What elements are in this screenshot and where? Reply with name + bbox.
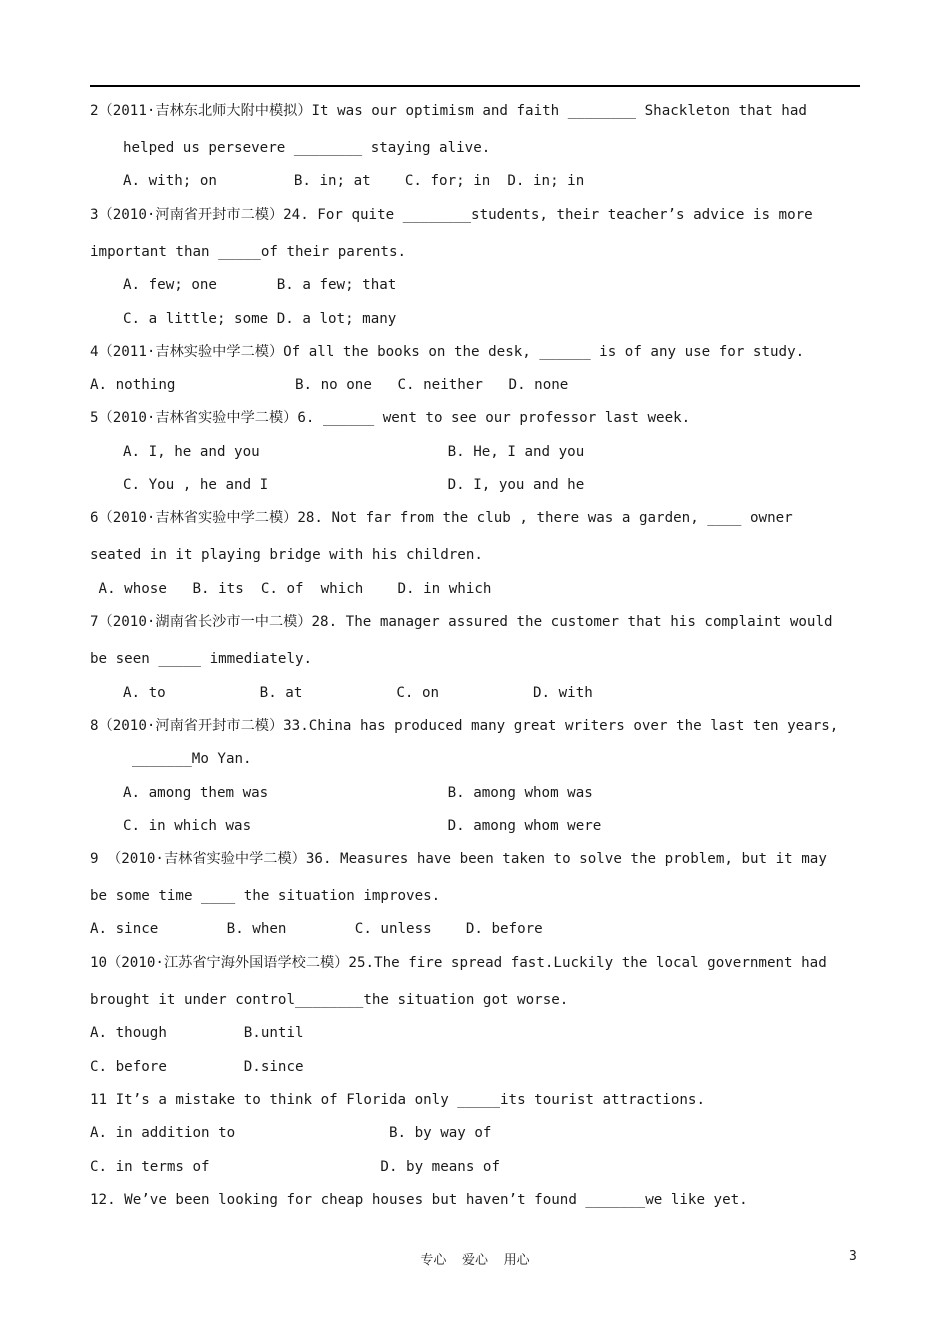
question-12-line-1: 12. We’ve been looking for cheap houses but haven’t found _______we like yet.	[90, 1192, 748, 1208]
question-5-options-2: C. You , he and I D. I, you and he	[123, 477, 585, 493]
header-rule	[90, 85, 860, 87]
question-3-line-1: 3（2010·河南省开封市二模）24. For quite ________students, their teacher’s advice is more	[90, 207, 813, 223]
question-9-options-1: A. since B. when C. unless D. before	[90, 921, 543, 937]
question-10-options-2: C. before D.since	[90, 1059, 304, 1075]
question-3-options-1: A. few; one B. a few; that	[123, 277, 397, 293]
question-3-line-2: important than _____of their parents.	[90, 244, 407, 260]
question-11-options-2: C. in terms of D. by means of	[90, 1159, 500, 1175]
question-8-line-2: _______Mo Yan.	[132, 751, 252, 767]
question-9-line-2: be some time ____ the situation improves.	[90, 888, 441, 904]
question-6-line-2: seated in it playing bridge with his children.	[90, 547, 483, 563]
question-11-line-1: 11 It’s a mistake to think of Florida only _____its tourist attractions.	[90, 1092, 705, 1108]
question-6-line-1: 6（2010·吉林省实验中学二模）28. Not far from the club , there was a garden, ____ owner	[90, 510, 793, 526]
question-7-line-1: 7（2010·湖南省长沙市一中二模）28. The manager assured the customer that his complaint would	[90, 614, 833, 630]
question-5-line-1: 5（2010·吉林省实验中学二模）6. ______ went to see our professor last week.	[90, 410, 691, 426]
question-2-line-2: helped us persevere ________ staying alive.	[123, 140, 491, 156]
question-3-options-2: C. a little; some D. a lot; many	[123, 311, 397, 327]
question-4-options-1: A. nothing B. no one C. neither D. none	[90, 377, 569, 393]
question-2-line-1: 2（2011·吉林东北师大附中模拟）It was our optimism and faith ________ Shackleton that had	[90, 103, 807, 119]
question-5-options-1: A. I, he and you B. He, I and you	[123, 444, 585, 460]
question-9-line-1: 9 （2010·吉林省实验中学二模）36. Measures have been taken to solve the problem, but it may	[90, 851, 827, 867]
question-11-options-1: A. in addition to B. by way of	[90, 1125, 492, 1141]
question-7-options-1: A. to B. at C. on D. with	[123, 685, 593, 701]
question-8-line-1: 8（2010·河南省开封市二模）33.China has produced many great writers over the last ten years,	[90, 718, 839, 734]
question-10-line-1: 10（2010·江苏省宁海外国语学校二模）25.The fire spread fast.Luckily the local government had	[90, 955, 827, 971]
question-8-options-1: A. among them was B. among whom was	[123, 785, 593, 801]
question-10-options-1: A. though B.until	[90, 1025, 304, 1041]
question-4-line-1: 4（2011·吉林实验中学二模）Of all the books on the desk, ______ is of any use for study.	[90, 344, 805, 360]
question-8-options-2: C. in which was D. among whom were	[123, 818, 602, 834]
question-7-line-2: be seen _____ immediately.	[90, 651, 313, 667]
page-number: 3	[849, 1249, 857, 1264]
footer-slogan: 专心 爱心 用心	[420, 1253, 530, 1268]
question-2-options-1: A. with; on B. in; at C. for; in D. in; in	[123, 173, 585, 189]
question-6-options-1: A. whose B. its C. of which D. in which	[90, 581, 492, 597]
question-10-line-2: brought it under control________the situation got worse.	[90, 992, 569, 1008]
